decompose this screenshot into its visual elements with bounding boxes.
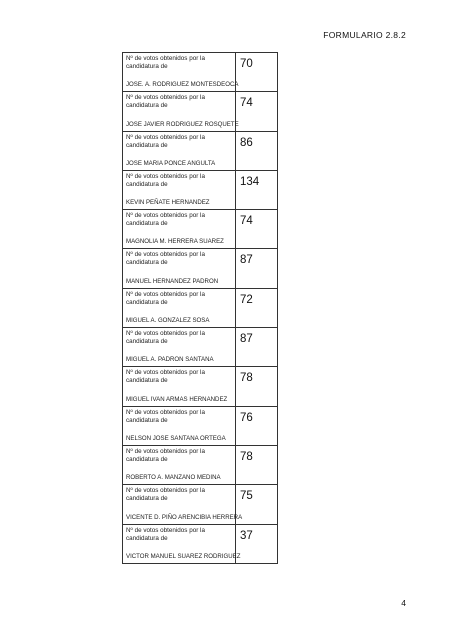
vote-count-cell — [236, 92, 278, 131]
candidate-label-cell — [123, 131, 236, 170]
candidate-name: NELSON JOSE SANTANA ORTEGA — [126, 434, 226, 442]
votes-label-line1: Nº de votos obtenidos por la — [126, 290, 205, 298]
votes-label-line2: candidatura de — [126, 259, 168, 267]
votes-label-line2: candidatura de — [126, 377, 168, 385]
votes-table-body — [123, 53, 278, 564]
votes-label — [126, 330, 231, 346]
candidate-label-cell — [123, 445, 236, 484]
votes-label — [126, 251, 231, 267]
vote-count-cell — [236, 445, 278, 484]
candidate-label-cell — [123, 485, 243, 524]
vote-count: 37 — [240, 529, 253, 542]
candidate-label-cell — [123, 249, 236, 288]
vote-count: 72 — [240, 293, 253, 306]
vote-count-cell — [236, 131, 278, 170]
vote-count: 87 — [240, 254, 253, 267]
votes-label-line2: candidatura de — [126, 455, 168, 463]
votes-label-line2: candidatura de — [126, 141, 168, 149]
candidate-name: JOSE MARIA PONCE ANGULTA — [126, 159, 216, 167]
votes-label-line1: Nº de votos obtenidos por la — [126, 251, 205, 259]
vote-count-cell — [236, 406, 278, 445]
vote-count-cell — [236, 210, 278, 249]
vote-count-cell — [236, 288, 278, 327]
votes-label-line1: Nº de votos obtenidos por la — [126, 212, 205, 220]
candidate-name: JOSE JAVIER RODRIGUEZ ROSQUETE — [126, 120, 239, 128]
candidate-name: MANUEL HERNANDEZ PADRON — [126, 277, 219, 285]
votes-label-line2: candidatura de — [126, 63, 168, 70]
vote-count-cell — [236, 367, 278, 406]
votes-label — [126, 55, 231, 71]
votes-label-line1: Nº de votos obtenidos por la — [126, 487, 205, 495]
votes-label — [126, 94, 231, 110]
votes-label-line1: Nº de votos obtenidos por la — [126, 330, 205, 338]
table-row — [123, 92, 278, 131]
candidate-name: MIGUEL A. PADRON SANTANA — [126, 356, 214, 364]
votes-label — [126, 212, 231, 228]
votes-label-line1: Nº de votos obtenidos por la — [126, 55, 205, 62]
candidate-label-cell — [123, 524, 241, 563]
candidate-label-cell — [123, 328, 236, 367]
votes-label — [126, 369, 231, 385]
candidate-name: JOSE. A. RODRIGUEZ MONTESDEOCA — [126, 81, 239, 89]
vote-count: 78 — [240, 450, 253, 463]
votes-label-line2: candidatura de — [126, 534, 168, 542]
vote-count: 87 — [240, 333, 253, 346]
vote-count: 74 — [240, 97, 253, 110]
vote-count-cell — [236, 170, 278, 209]
votes-label-line1: Nº de votos obtenidos por la — [126, 526, 205, 534]
candidate-name: KEVIN PEÑATE HERNANDEZ — [126, 199, 210, 207]
candidate-label-cell — [123, 367, 236, 406]
candidate-name: MIGUEL A. GONZALEZ SOSA — [126, 317, 210, 325]
table-row — [123, 53, 278, 92]
votes-label-line1: Nº de votos obtenidos por la — [126, 447, 205, 455]
table-row — [123, 445, 278, 484]
votes-label — [126, 527, 231, 543]
vote-count-cell — [236, 53, 278, 92]
table-row — [123, 288, 278, 327]
votes-label-line2: candidatura de — [126, 298, 168, 306]
candidate-name: VICTOR MANUEL SUAREZ RODRIGUEZ — [126, 552, 241, 560]
votes-table — [122, 52, 278, 564]
candidate-name: ROBERTO A. MANZANO MEDINA — [126, 474, 221, 482]
candidate-label-cell — [123, 170, 236, 209]
votes-label — [126, 173, 231, 189]
votes-label-line2: candidatura de — [126, 416, 168, 424]
table-row — [123, 485, 278, 524]
form-id-header: FORMULARIO 2.8.2 — [323, 30, 406, 40]
candidate-label-cell — [123, 288, 236, 327]
candidate-label-cell — [123, 92, 239, 131]
votes-label — [126, 291, 231, 307]
votes-label-line1: Nº de votos obtenidos por la — [126, 369, 205, 377]
table-row — [123, 131, 278, 170]
votes-label — [126, 487, 231, 503]
votes-label-line2: candidatura de — [126, 338, 168, 346]
vote-count: 86 — [240, 136, 253, 149]
votes-label-line2: candidatura de — [126, 495, 168, 503]
candidate-name: MIGUEL IVAN ARMAS HERNANDEZ — [126, 395, 228, 403]
candidate-name: VICENTE D. PIÑO ARENCIBIA HERRERA — [126, 513, 243, 521]
table-row — [123, 406, 278, 445]
vote-count: 76 — [240, 411, 253, 424]
table-row — [123, 367, 278, 406]
table-row — [123, 524, 278, 563]
votes-label-line1: Nº de votos obtenidos por la — [126, 408, 205, 416]
table-row — [123, 249, 278, 288]
votes-label-line1: Nº de votos obtenidos por la — [126, 133, 205, 141]
candidate-label-cell — [123, 406, 236, 445]
votes-label-line1: Nº de votos obtenidos por la — [126, 94, 205, 102]
votes-label-line2: candidatura de — [126, 102, 168, 110]
vote-count: 74 — [240, 215, 253, 228]
vote-count-cell — [236, 249, 278, 288]
table-row — [123, 328, 278, 367]
candidate-label-cell — [123, 210, 236, 249]
vote-count-cell — [236, 524, 278, 563]
votes-label-line2: candidatura de — [126, 220, 168, 228]
vote-count: 70 — [240, 58, 253, 70]
candidate-label-cell — [123, 53, 239, 92]
votes-label — [126, 409, 231, 425]
vote-count-cell — [236, 328, 278, 367]
vote-count: 134 — [240, 175, 260, 188]
vote-count: 78 — [240, 372, 253, 385]
table-row — [123, 210, 278, 249]
vote-count: 75 — [240, 490, 253, 503]
page-number: 4 — [401, 598, 406, 608]
votes-label-line1: Nº de votos obtenidos por la — [126, 172, 205, 180]
votes-label — [126, 448, 231, 464]
votes-label-line2: candidatura de — [126, 180, 168, 188]
candidate-name: MAGNOLIA M. HERRERA SUAREZ — [126, 238, 224, 246]
votes-label — [126, 134, 231, 150]
table-row — [123, 170, 278, 209]
